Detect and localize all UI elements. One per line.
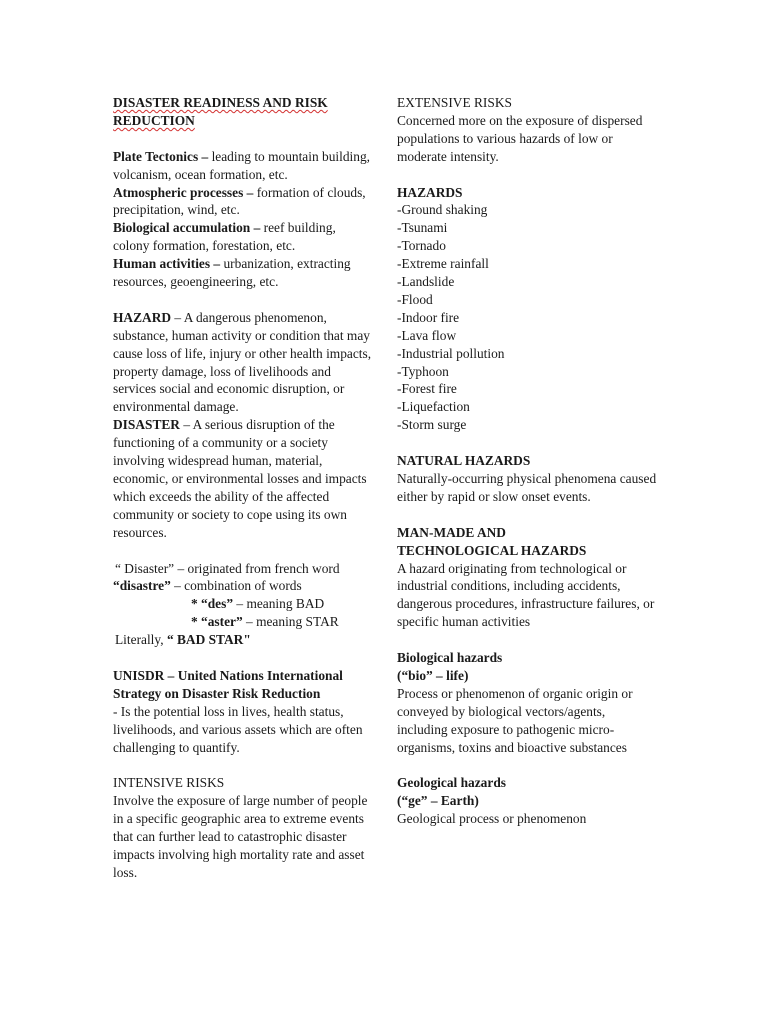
aster-line — [113, 613, 375, 631]
earth-processes — [113, 148, 375, 291]
unisdr-heading — [113, 667, 375, 703]
list-item: -Extreme rainfall — [397, 256, 489, 272]
des-term: * “des” — [191, 596, 234, 612]
disastre-term: “disastre” — [113, 578, 171, 594]
right-column — [397, 94, 659, 828]
aster-term: * “aster” — [191, 614, 243, 630]
list-item: -Liquefaction — [397, 399, 470, 415]
geo-sub: (“ge” – Earth) — [397, 793, 479, 809]
bio-text: Process or phenomenon of organic origin or conveyed by biological vectors/agents, including exposure to pathogenic micro-organisms, toxins and bioactive substances — [397, 685, 633, 755]
process-sep: – — [250, 220, 264, 236]
geo-text: Geological process or phenomenon — [397, 811, 587, 827]
document-title — [113, 94, 375, 130]
title-line-2: REDUCTION — [113, 112, 195, 128]
list-item: -Tsunami — [397, 220, 448, 236]
origin-line: “ Disaster” – originated from french word — [115, 560, 340, 576]
process-item — [113, 184, 375, 220]
process-sep: – — [210, 256, 224, 272]
literally-line — [113, 631, 375, 649]
geo-subheading — [397, 792, 659, 810]
hazard-text: A dangerous phenomenon, substance, human activity or condition that may cause loss of life, injury or other health impacts, property damage, loss of livelihoods and services social and economic disruption, or environmental damage. — [113, 309, 372, 415]
natural-text: Naturally-occurring physical phenomena caused either by rapid or slow onset events. — [397, 471, 657, 504]
left-column — [113, 94, 375, 882]
intensive-text: Involve the exposure of large number of people in a specific geographic area to extreme events that can further lead to catastrophic disaster impacts involving high mortality rate and asset loss. — [113, 793, 368, 880]
hazards-heading — [397, 184, 659, 202]
process-term: Human activities — [113, 256, 211, 272]
hazard-definition — [113, 309, 375, 416]
extensive-heading: EXTENSIVE RISKS — [397, 95, 512, 110]
geo-heading — [397, 774, 659, 792]
list-item: -Ground shaking — [397, 202, 488, 218]
disaster-sep: – — [179, 417, 193, 433]
literally-term: “ BAD STAR" — [166, 632, 251, 648]
process-item — [113, 148, 375, 184]
literally-text: Literally, — [115, 632, 167, 648]
des-line — [113, 595, 375, 613]
natural-term: NATURAL HAZARDS — [397, 453, 531, 469]
process-text: urbanization, extracting resources, geoengineering, etc. — [113, 256, 351, 290]
list-item: -Forest fire — [397, 381, 457, 397]
disastre-text: – combination of words — [170, 578, 302, 594]
hazard-sep: – — [171, 309, 184, 325]
process-text: leading to mountain building, volcanism, ocean formation, etc. — [113, 148, 371, 182]
list-item: -Landslide — [397, 274, 455, 290]
hazards-term: HAZARDS — [397, 184, 463, 200]
des-text: – meaning BAD — [233, 596, 325, 612]
manmade-term-line-2: TECHNOLOGICAL HAZARDS — [397, 542, 587, 558]
etymology — [113, 560, 375, 650]
natural-heading — [397, 452, 659, 470]
process-item — [113, 255, 375, 291]
hazards-list — [397, 201, 659, 434]
process-text: reef building, colony formation, forestation, etc. — [113, 220, 336, 254]
manmade-term-line-1: MAN-MADE AND — [397, 524, 506, 540]
intensive-heading: INTENSIVE RISKS — [113, 775, 225, 791]
list-item: -Typhoon — [397, 363, 449, 379]
title-line-1: DISASTER READINESS AND RISK — [113, 95, 328, 110]
process-term: Biological accumulation — [113, 220, 251, 236]
disaster-text: A serious disruption of the functioning of a community or a society involving widespread human, material, economic, or environmental losses and impacts which exceeds the ability of the affected community or society to cope using its own resources. — [113, 417, 367, 540]
list-item: -Indoor fire — [397, 309, 460, 325]
list-item: -Flood — [397, 291, 433, 307]
hazard-term: HAZARD — [113, 309, 172, 325]
manmade-text: A hazard originating from technological or industrial conditions, including accidents, dangerous procedures, infrastructure failures, or specific human activities — [397, 560, 655, 630]
process-text: formation of clouds, precipitation, wind, etc. — [113, 184, 366, 218]
disaster-term: DISASTER — [113, 417, 180, 433]
list-item: -Storm surge — [397, 417, 467, 433]
disaster-definition — [113, 416, 375, 541]
bio-sub: (“bio” – life) — [397, 667, 469, 683]
process-sep: – — [198, 148, 212, 164]
process-item — [113, 219, 375, 255]
list-item: -Industrial pollution — [397, 345, 505, 361]
aster-text: – meaning STAR — [242, 614, 339, 630]
process-term: Atmospheric processes — [113, 184, 244, 200]
bio-subheading — [397, 667, 659, 685]
bio-term: Biological hazards — [397, 650, 503, 666]
geo-term: Geological hazards — [397, 775, 506, 791]
manmade-heading — [397, 524, 659, 560]
process-term: Plate Tectonics — [113, 148, 199, 164]
extensive-text: Concerned more on the exposure of dispersed populations to various hazards of low or moderate intensity. — [397, 112, 643, 164]
list-item: -Lava flow — [397, 327, 457, 343]
unisdr-text: - Is the potential loss in lives, health status, livelihoods, and various assets which are often challenging to quantify. — [113, 703, 363, 755]
disastre-line — [113, 577, 375, 595]
process-sep: – — [243, 184, 257, 200]
list-item: -Tornado — [397, 238, 446, 254]
bio-heading — [397, 649, 659, 667]
unisdr-term: UNISDR – United Nations International Strategy on Disaster Risk Reduction — [113, 667, 343, 701]
